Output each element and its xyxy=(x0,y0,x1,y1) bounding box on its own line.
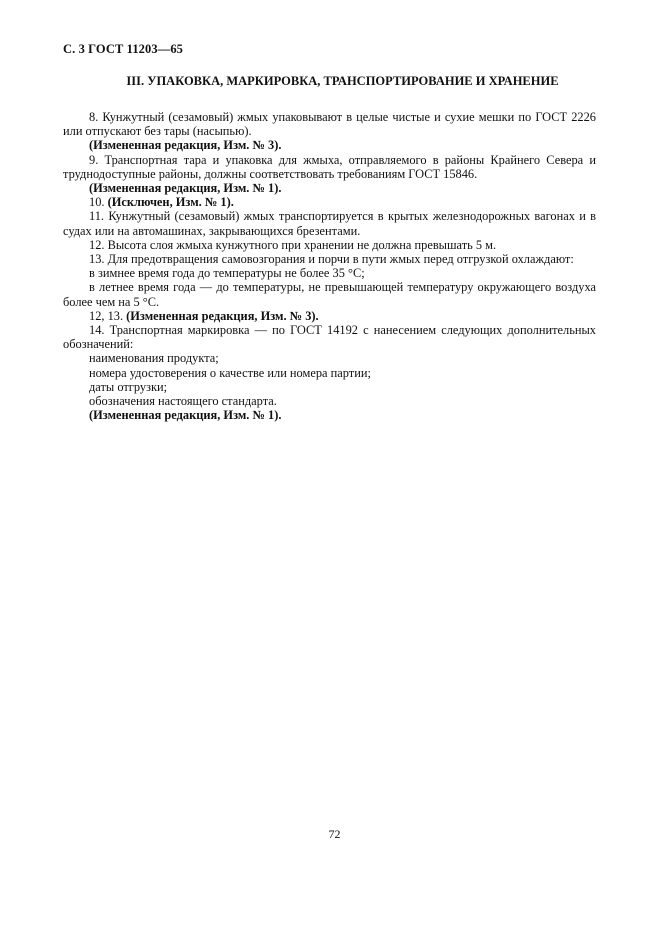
amendment-note xyxy=(63,138,596,152)
paragraph-text: 11. Кунжутный (сезамовый) жмых транспортируется в крытых железнодорожных вагонах и в судах или на автомашинах, закрывающихся брезентами. xyxy=(63,209,596,238)
section-title: III. УПАКОВКА, МАРКИРОВКА, ТРАНСПОРТИРОВАНИЕ И ХРАНЕНИЕ xyxy=(126,74,559,88)
amendment-note xyxy=(63,408,596,422)
marking-item xyxy=(63,394,596,408)
paragraph-9 xyxy=(63,153,596,181)
page-number: 72 xyxy=(328,827,341,841)
paragraph-number: 12, 13. xyxy=(89,308,127,323)
paragraph-text: в летнее время года — до температуры, не превышающей температуру окружающего воздуха более чем на 5 °С. xyxy=(63,280,596,309)
paragraph-text: 12. Высота слоя жмыха кунжутного при хранении не должна превышать 5 м. xyxy=(89,237,497,252)
paragraph-12 xyxy=(63,238,596,252)
paragraph-14 xyxy=(63,323,596,351)
paragraph-text: в зимнее время года до температуры не более 35 °С; xyxy=(89,266,365,281)
paragraph-text: 13. Для предотвращения самовозгорания и порчи в пути жмых перед отгрузкой охлаждают: xyxy=(89,252,574,267)
amendment-text: (Измененная редакция, Изм. № 3). xyxy=(126,308,319,323)
amendment-text: (Измененная редакция, Изм. № 1). xyxy=(89,181,282,196)
paragraph-11 xyxy=(63,209,596,237)
paragraph-8 xyxy=(63,110,596,138)
amendment-text: (Измененная редакция, Изм. № 1). xyxy=(89,408,282,423)
paragraph-text: 14. Транспортная маркировка — по ГОСТ 14192 с нанесением следующих дополнительных обозначений: xyxy=(63,323,596,352)
marking-item xyxy=(63,351,596,365)
paragraph-13 xyxy=(63,252,596,266)
marking-item xyxy=(63,380,596,394)
list-item-text: обозначения настоящего стандарта. xyxy=(89,394,277,409)
document-body xyxy=(63,110,596,422)
list-item-text: даты отгрузки; xyxy=(89,379,168,394)
amendment-text: (Исключен, Изм. № 1). xyxy=(107,195,234,210)
paragraph-text: 8. Кунжутный (сезамовый) жмых упаковывают в целые чистые и сухие мешки по ГОСТ 2226 или отпускают без тары (насыпью). xyxy=(63,110,596,139)
list-item-text: номера удостоверения о качестве или номера партии; xyxy=(89,365,371,380)
paragraph-10 xyxy=(63,195,596,209)
amendment-note-12-13 xyxy=(63,309,596,323)
paragraph-13-summer xyxy=(63,280,596,308)
marking-item xyxy=(63,366,596,380)
page-header: С. 3 ГОСТ 11203—65 xyxy=(63,42,184,56)
amendment-note xyxy=(63,181,596,195)
paragraph-13-winter xyxy=(63,266,596,280)
list-item-text: наименования продукта; xyxy=(89,351,219,366)
paragraph-text: 9. Транспортная тара и упаковка для жмыха, отправляемого в районы Крайнего Севера и труднодоступные районы, должны соответствовать требованиям ГОСТ 15846. xyxy=(63,152,596,181)
amendment-text: (Измененная редакция, Изм. № 3). xyxy=(89,138,282,153)
paragraph-number: 10. xyxy=(89,195,108,210)
